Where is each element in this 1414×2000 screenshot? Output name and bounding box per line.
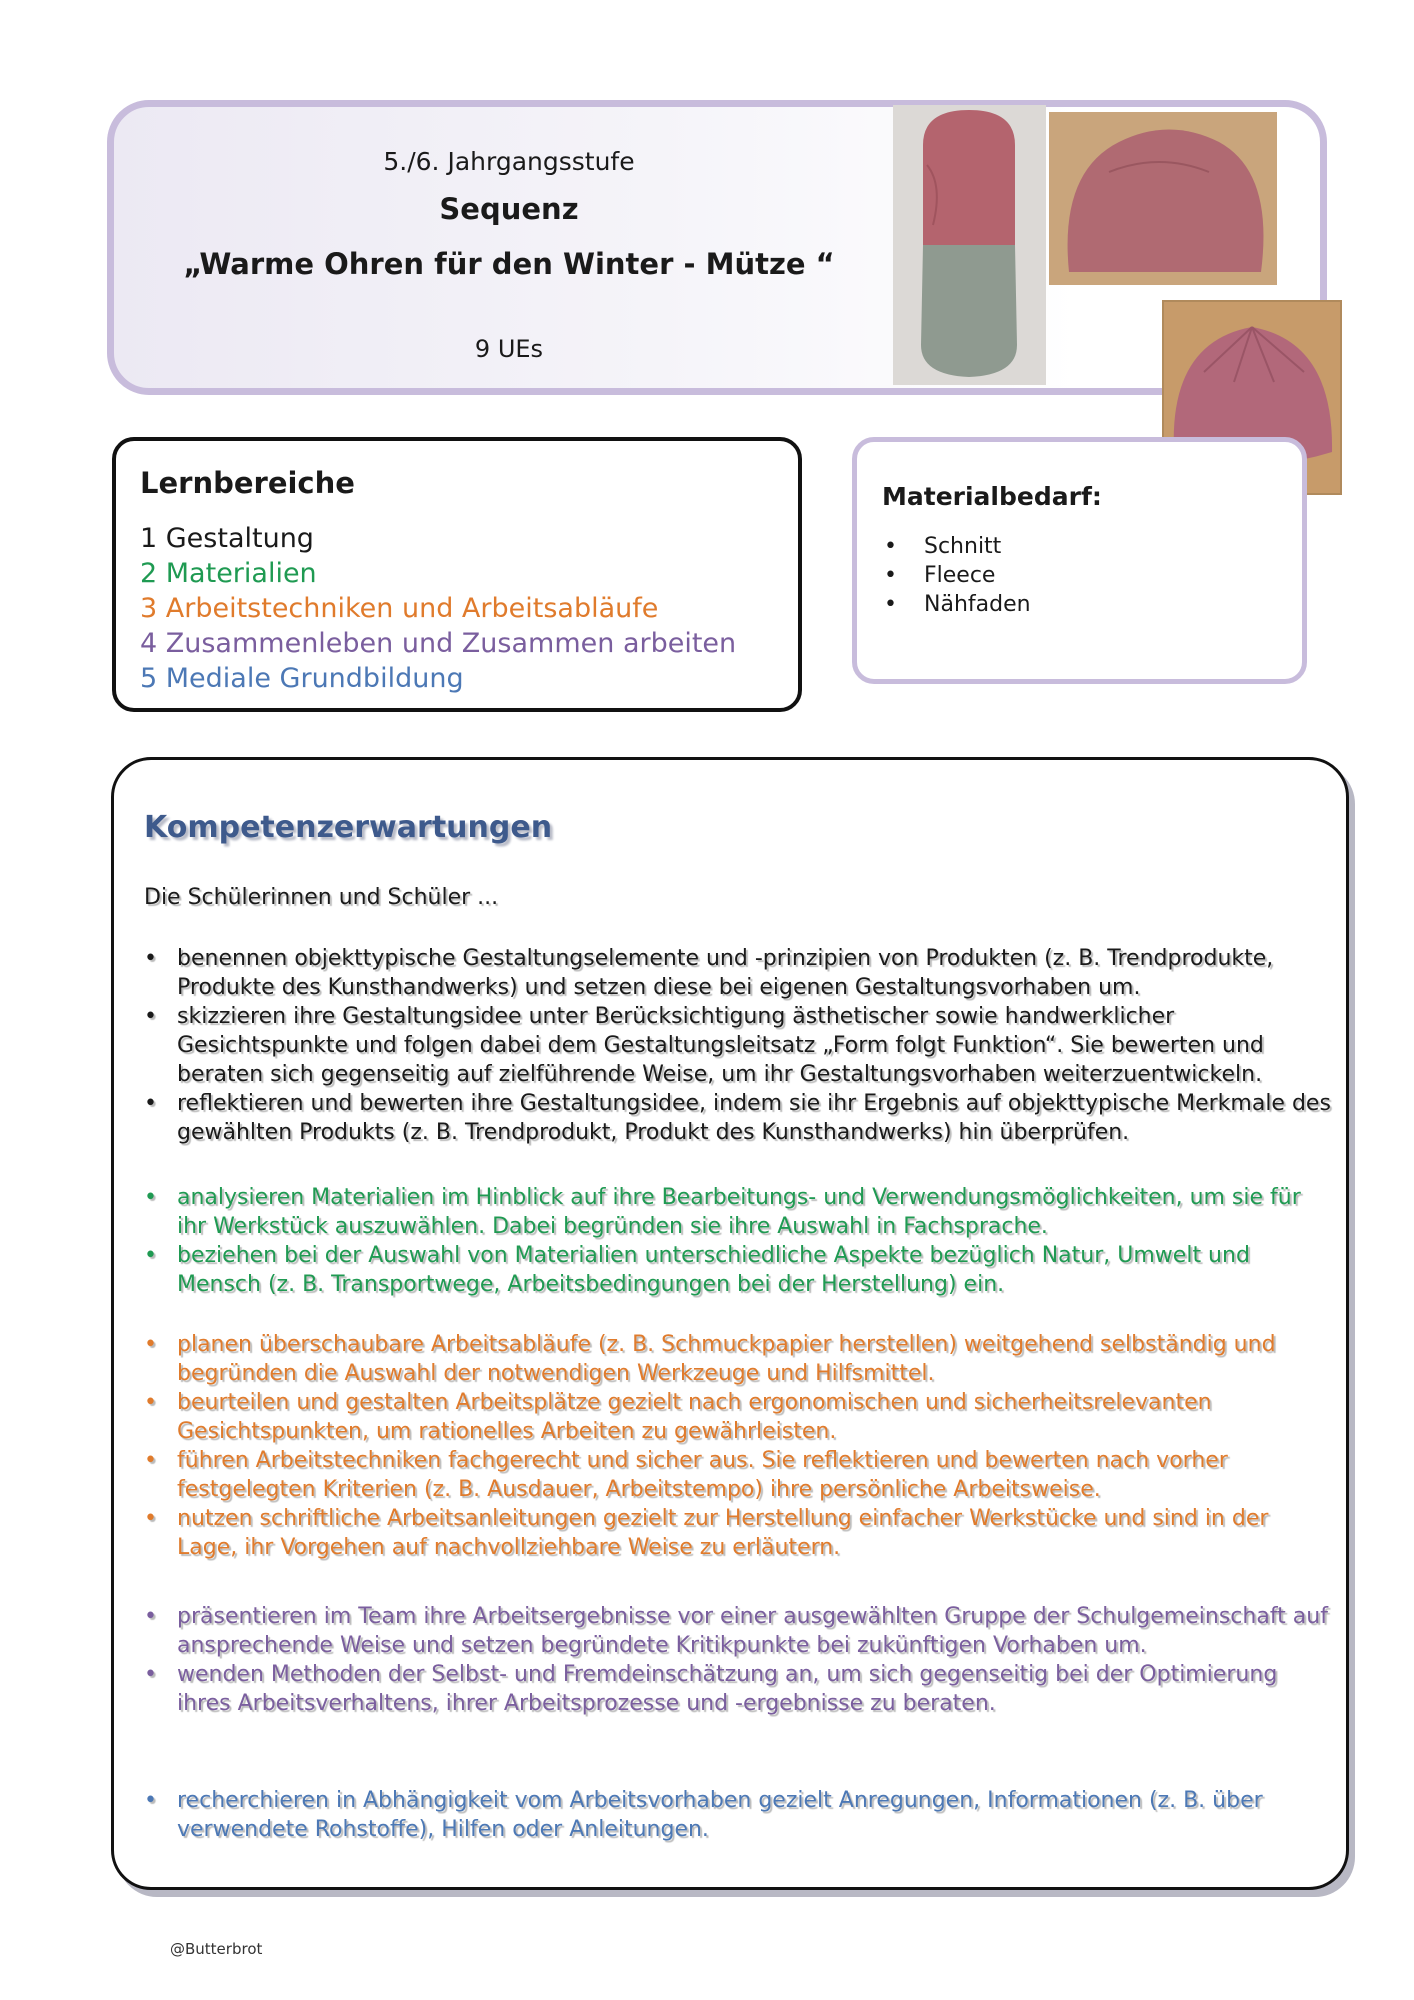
material-item: • Schnitt [882, 532, 1031, 561]
materialbedarf-list [882, 532, 1031, 619]
kompetenzen-title: Kompetenzerwartungen [144, 810, 553, 845]
competence-group-mediale-grundbildung [144, 1786, 1334, 1844]
kompetenzen-box [111, 757, 1349, 1890]
competence-item: • analysieren Materialien im Hinblick auf ihre Bearbeitungs- und Verwendungsmöglichkeiten, um sie für ihr Werkstück auszuwählen. Dabei begründen sie ihre Auswahl in Fachsprache. [144, 1185, 1301, 1239]
sequence-label: Sequenz [439, 192, 579, 226]
material-item: • Fleece [882, 561, 1031, 590]
competence-group-zusammenleben [144, 1602, 1334, 1718]
lernbereiche-title: Lernbereiche [140, 466, 355, 500]
cap-photo-flat [893, 105, 1046, 385]
lernbereich-item: 1 Gestaltung [140, 523, 314, 554]
cap-photo-folded [1049, 112, 1277, 285]
lernbereich-item: 5 Mediale Grundbildung [140, 663, 464, 694]
competence-item: • beziehen bei der Auswahl von Materialien unterschiedliche Aspekte bezüglich Natur, Umwelt und Mensch (z. B. Transportwege, Arbeitsbedingungen bei der Herstellung) ein. [144, 1243, 1250, 1297]
sequence-title: „Warme Ohren für den Winter - Mütze “ [183, 247, 835, 281]
competence-group-gestaltung [144, 944, 1334, 1147]
competence-item: • wenden Methoden der Selbst- und Fremdeinschätzung an, um sich gegenseitig bei der Optimierung ihres Arbeitsverhaltens, ihrer Arbeitsprozesse und -ergebnisse zu beraten. [144, 1662, 1278, 1716]
grade-level: 5./6. Jahrgangsstufe [383, 147, 635, 176]
lernbereiche-box [112, 437, 802, 712]
competence-item: • beurteilen und gestalten Arbeitsplätze gezielt nach ergonomischen und sicherheitsrelevanten Gesichtspunkten, um rationelles Arbeiten zu gewährleisten. [144, 1390, 1212, 1444]
competence-item: • benennen objekttypische Gestaltungselemente und -prinzipien von Produkten (z. B. Trendprodukte, Produkte des Kunsthandwerks) und setzen diese bei eigenen Gestaltungsvorhaben um. [144, 946, 1274, 1000]
header-text [114, 107, 904, 388]
lernbereich-item: 4 Zusammenleben und Zusammen arbeiten [140, 628, 737, 659]
lernbereich-item: 2 Materialien [140, 558, 317, 589]
competence-item: • recherchieren in Abhängigkeit vom Arbeitsvorhaben gezielt Anregungen, Informationen (z. B. über verwendete Rohstoffe), Hilfen oder Anleitungen. [144, 1788, 1263, 1842]
teaching-units: 9 UEs [474, 335, 544, 363]
materialbedarf-title: Materialbedarf: [882, 482, 1102, 511]
material-item: • Nähfaden [882, 590, 1031, 619]
lernbereiche-list [140, 521, 736, 696]
competence-item: • nutzen schriftliche Arbeitsanleitungen gezielt zur Herstellung einfacher Werkstücke und sind in der Lage, ihr Vorgehen auf nachvollziehbare Weise zu erläutern. [144, 1506, 1269, 1560]
competence-item: • planen überschaubare Arbeitsabläufe (z. B. Schmuckpapier herstellen) weitgehend selbständig und begründen die Auswahl der notwendigen Werkzeuge und Hilfsmittel. [144, 1332, 1276, 1386]
kompetenzen-intro: Die Schülerinnen und Schüler ... [144, 885, 499, 910]
competence-item: • präsentieren im Team ihre Arbeitsergebnisse vor einer ausgewählten Gruppe der Schulgemeinschaft auf ansprechende Weise und setzen begründete Kritikpunkte bei zukünftigen Vorhaben um. [144, 1604, 1328, 1658]
materialbedarf-box [852, 437, 1307, 684]
competence-item: • führen Arbeitstechniken fachgerecht und sicher aus. Sie reflektieren und bewerten nach vorher festgelegten Kriterien (z. B. Ausdauer, Arbeitstempo) ihre persönliche Arbeitsweise. [144, 1448, 1228, 1502]
competence-item: • skizzieren ihre Gestaltungsidee unter Berücksichtigung ästhetischer sowie handwerklicher Gesichtspunkte und folgen dabei dem Gestaltungsleitsatz „Form folgt Funktion“. Sie bewerten und beraten sich gegenseitig auf zielführende Weise, um ihr Gestaltungsvorhaben weiterzuentwickeln. [144, 1004, 1264, 1087]
lernbereich-item: 3 Arbeitstechniken und Arbeitsabläufe [140, 593, 659, 624]
competence-group-materialien [144, 1183, 1334, 1299]
footer-credit: @Butterbrot [170, 1940, 263, 1958]
competence-group-arbeitstechniken [144, 1330, 1334, 1562]
competence-item: • reflektieren und bewerten ihre Gestaltungsidee, indem sie ihr Ergebnis auf objekttypische Merkmale des gewählten Produkts (z. B. Trendprodukt, Produkt des Kunsthandwerks) hin überprüfen. [144, 1091, 1331, 1145]
